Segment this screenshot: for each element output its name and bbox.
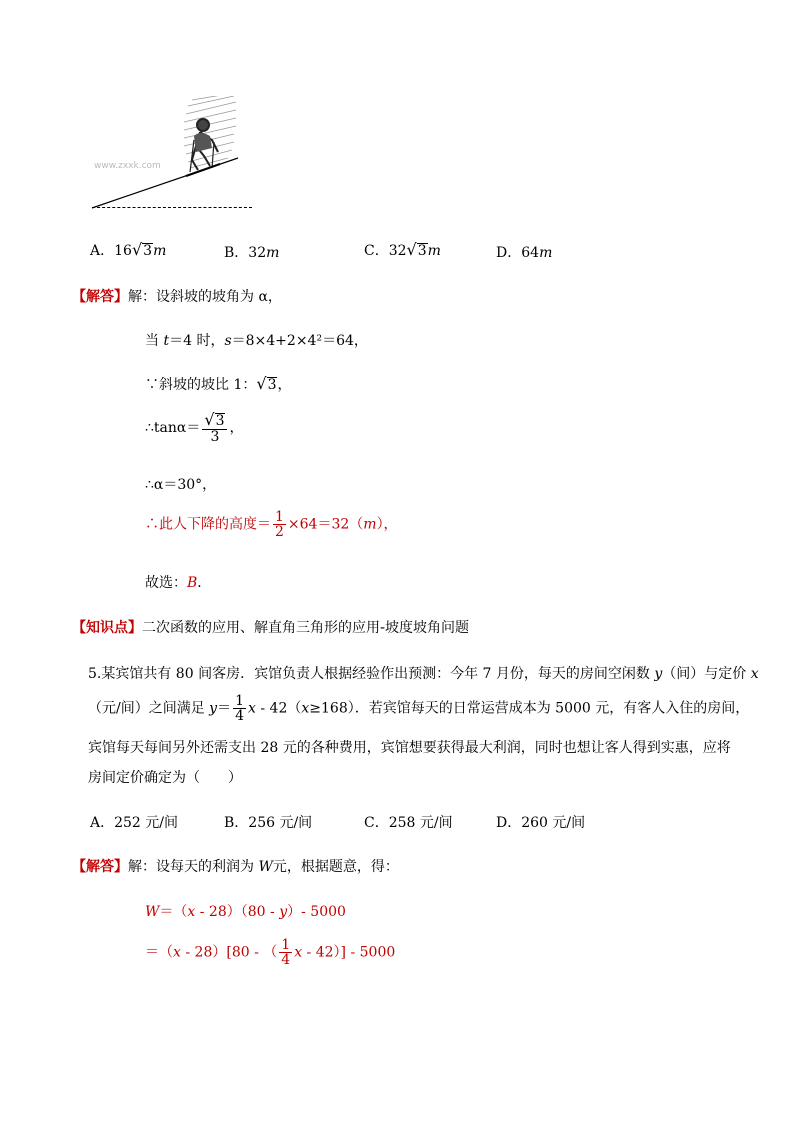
text: （元/间）之间满足 [88, 700, 210, 717]
var-t: t [163, 333, 170, 349]
text: （间）与定价 [662, 666, 751, 682]
solution-tag: 【解答】 [72, 859, 128, 875]
text: ＝（ [159, 904, 188, 920]
denominator: 2 [275, 524, 284, 540]
solution-intro: 解：设斜坡的坡角为 α， [128, 289, 282, 305]
var-s: s [224, 333, 232, 349]
text: 故选： [145, 575, 187, 591]
denominator: 3 [210, 429, 220, 446]
denominator: 4 [281, 952, 291, 968]
var-x: x [294, 944, 303, 961]
fraction [279, 938, 292, 967]
var-x: x [173, 944, 181, 961]
sqrt-icon: √ [204, 410, 215, 429]
fraction [202, 412, 227, 444]
text: 当 [145, 333, 164, 349]
radicand: 3 [215, 413, 225, 429]
fraction [273, 510, 286, 539]
option-d[interactable] [496, 242, 552, 262]
q4-solution-line5 [145, 510, 398, 539]
skier-figure [88, 96, 258, 214]
text: ∵斜坡的坡比 1： [145, 377, 257, 393]
unit: m [363, 516, 377, 533]
q4-solution-line3 [145, 412, 243, 444]
sqrt-icon: √ [406, 240, 417, 259]
unit: m [427, 243, 441, 259]
text: 解：设每天的利润为 [128, 859, 259, 875]
radicand: 3 [417, 243, 427, 259]
var-x: x [301, 700, 310, 717]
numerator: 1 [281, 937, 291, 953]
text: 房间定价确定为（ ） [88, 770, 242, 786]
text: - 42（ [255, 700, 302, 717]
option-b[interactable] [224, 242, 279, 262]
text: ， [277, 377, 292, 393]
text: ∴α＝30°， [145, 477, 217, 493]
text: ≥168）．若宾馆每天的日常运营成本为 5000 元，有客人入住的房间， [309, 700, 750, 717]
q4-solution-intro [72, 286, 282, 306]
text: ＝ [217, 700, 232, 717]
q5-stem-line4 [88, 767, 242, 787]
q4-solution-line6 [145, 572, 211, 592]
text: ＝4 时， [169, 333, 225, 349]
text: - 28）（80 - [195, 904, 280, 920]
text: ． [197, 575, 212, 591]
knowledge-point [72, 617, 469, 637]
unit: m [153, 243, 167, 259]
q5-solution-eq1 [145, 901, 346, 921]
watermark-text: www.zxxk.com [94, 161, 161, 171]
numerator: 1 [275, 509, 284, 525]
q5-stem-line2 [88, 694, 749, 723]
q4-solution-line1 [145, 330, 368, 350]
text: ∴tanα＝ [145, 420, 201, 437]
q5-stem-line3 [88, 737, 731, 757]
answer: B [187, 575, 198, 591]
var-y: y [279, 904, 288, 920]
var-y: y [209, 700, 218, 717]
text: ）， [376, 516, 398, 533]
radicand: 3 [267, 377, 277, 393]
q5-option-a[interactable]: A．252 元/间 [90, 815, 178, 831]
var-x: x [248, 700, 256, 717]
value: 64 [521, 245, 540, 261]
option-label: C． [364, 243, 389, 259]
q5-option-c[interactable]: C．258 元/间 [364, 815, 453, 831]
baseline-dashes [92, 207, 252, 210]
text: ， [229, 420, 244, 437]
denominator: 4 [235, 708, 245, 724]
var-x: x [750, 666, 759, 682]
value: 32 [248, 245, 267, 261]
text: ）- 5000 [287, 904, 346, 920]
var-w: W [258, 859, 273, 875]
text: 元，根据题意，得： [272, 859, 399, 875]
option-label: B． [224, 245, 249, 261]
numerator: 1 [235, 693, 245, 709]
sqrt-icon: √ [131, 240, 143, 259]
var-w: W [145, 904, 160, 920]
unit: m [539, 245, 553, 261]
var-y: y [654, 666, 663, 682]
knowledge-text: 二次函数的应用、解直角三角形的应用-坡度坡角问题 [142, 620, 470, 636]
q4-solution-line4 [145, 474, 216, 494]
q4-solution-line2 [145, 374, 291, 394]
solution-tag: 【解答】 [72, 289, 128, 305]
option-label: D． [496, 245, 522, 261]
option-c[interactable] [364, 240, 441, 260]
q5-solution-eq2 [145, 938, 395, 967]
option-label: A． [90, 243, 115, 259]
q5-stem-line1 [88, 663, 759, 683]
radicand: 3 [143, 243, 153, 259]
var-x: x [187, 904, 196, 920]
text: 5.某宾馆共有 80 间客房．宾馆负责人根据经验作出预测：今年 7 月份，每天的房间空闲数 [88, 666, 655, 682]
coef: 32 [388, 243, 407, 259]
knowledge-tag: 【知识点】 [72, 620, 142, 636]
text: - 42）] - 5000 [302, 944, 396, 961]
text: ×64＝32（ [287, 516, 364, 533]
text: ＝8×4+2×4²＝64， [231, 333, 368, 349]
skier-slope-illustration [88, 96, 258, 214]
text: 宾馆每天每间另外还需支出 28 元的各种费用，宾馆想要获得最大利润，同时也想让客人得到实惠，应将 [88, 740, 731, 756]
q5-solution-intro [72, 856, 399, 876]
q5-option-d[interactable]: D．260 元/间 [496, 815, 586, 831]
fraction [233, 694, 246, 723]
text: ＝（ [145, 944, 173, 961]
text: - 28）[80 - （ [180, 944, 278, 961]
sqrt-icon: √ [256, 374, 267, 393]
option-a[interactable] [90, 240, 166, 260]
text: ∴此人下降的高度＝ [145, 516, 271, 533]
unit: m [266, 245, 280, 261]
q5-option-b[interactable]: B．256 元/间 [224, 815, 313, 831]
coef: 16 [114, 243, 132, 259]
